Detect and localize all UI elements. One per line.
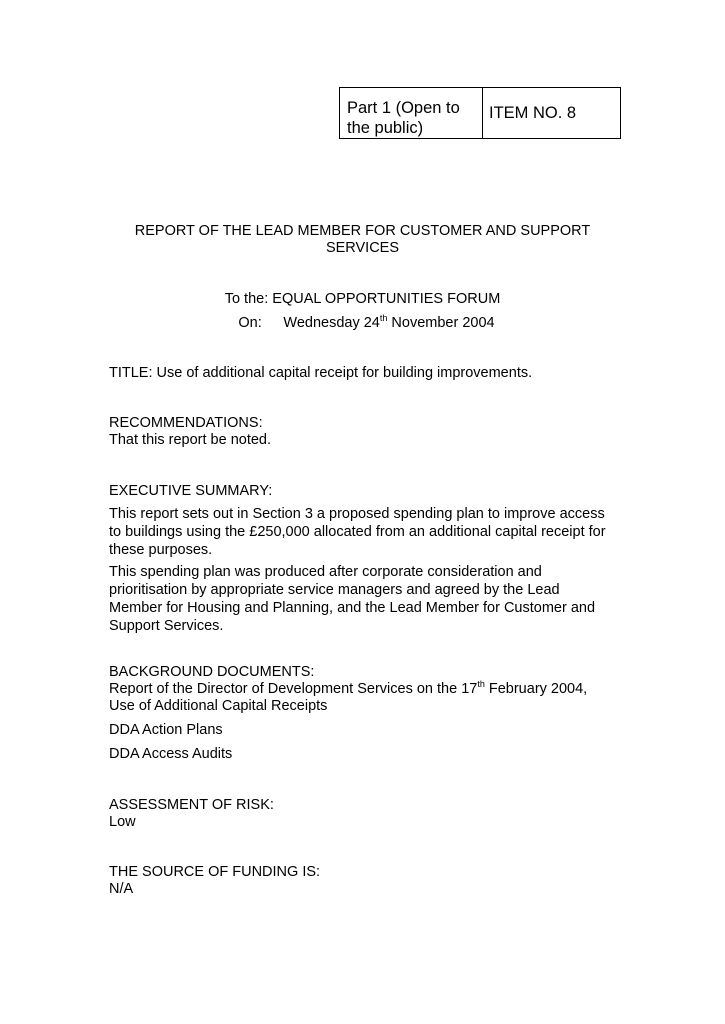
executive-summary-para1	[109, 505, 619, 559]
background-doc-item1-sup: th	[477, 679, 485, 690]
background-doc-item1-prefix: Report of the Director of Development Services on the 17	[109, 681, 478, 697]
meeting-date-line	[0, 314, 725, 332]
summary-para1-line: This report sets out in Section 3 a proposed spending plan to improve access	[109, 506, 605, 522]
summary-para1-line: to buildings using the £250,000 allocated from an additional capital receipt for	[109, 524, 606, 540]
executive-summary-heading: EXECUTIVE SUMMARY:	[109, 483, 273, 499]
report-title: TITLE: Use of additional capital receipt for building improvements.	[109, 365, 533, 381]
executive-summary-para2	[109, 563, 619, 635]
summary-para1-line: these purposes.	[109, 542, 213, 558]
background-documents-heading: BACKGROUND DOCUMENTS:	[109, 664, 315, 680]
meeting-date-sup: th	[379, 313, 388, 324]
source-of-funding-value: N/A	[109, 881, 134, 897]
summary-para2-line: prioritisation by appropriate service managers and agreed by the Lead	[109, 582, 560, 598]
summary-para2-line: Member for Housing and Planning, and the Lead Member for Customer and	[109, 600, 596, 616]
meeting-date-prefix: Wednesday 24	[283, 315, 380, 331]
part-label: Part 1 (Open to the public)	[340, 88, 483, 138]
report-heading-line2: SERVICES	[325, 240, 400, 256]
assessment-of-risk-value: Low	[109, 814, 136, 830]
item-number: ITEM NO. 8	[489, 104, 577, 122]
addressee-line: To the: EQUAL OPPORTUNITIES FORUM	[224, 291, 501, 307]
meeting-date-suffix: November 2004	[387, 315, 495, 331]
background-doc-item1-line2: Use of Additional Capital Receipts	[109, 698, 328, 714]
background-doc-item2: DDA Action Plans	[109, 722, 223, 738]
summary-para2-line: Support Services.	[109, 618, 224, 634]
recommendations-text: That this report be noted.	[109, 432, 272, 448]
recommendations-heading: RECOMMENDATIONS:	[109, 415, 263, 431]
source-of-funding-heading: THE SOURCE OF FUNDING IS:	[109, 864, 321, 880]
summary-para2-line: This spending plan was produced after corporate consideration and	[109, 564, 542, 580]
background-doc-item1	[109, 680, 619, 698]
on-label: On:	[238, 315, 262, 331]
background-doc-item1-suffix: February 2004,	[484, 681, 588, 697]
assessment-of-risk-heading: ASSESSMENT OF RISK:	[109, 797, 274, 813]
item-number-box	[339, 87, 621, 139]
background-doc-item3: DDA Access Audits	[109, 746, 233, 762]
report-heading-line1: REPORT OF THE LEAD MEMBER FOR CUSTOMER AND SUPPORT	[134, 223, 591, 239]
